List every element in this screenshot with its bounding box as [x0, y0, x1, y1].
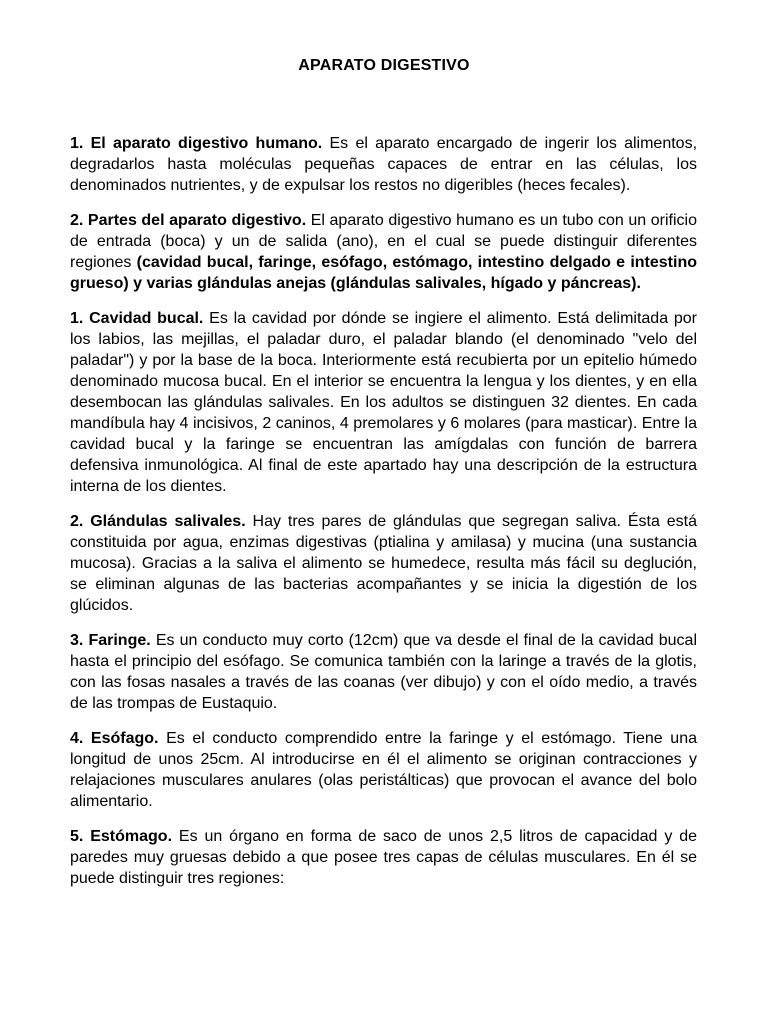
paragraph-text: Es un órgano en forma de saco de unos 2,5 litros de capacidad y de paredes muy gruesas debido a que posee tres capas de células musculares. En él se puede distinguir tres regiones:: [70, 828, 698, 887]
paragraph-heading: 1. Cavidad bucal.: [70, 310, 204, 327]
paragraph-text: Es el conducto comprendido entre la faringe y el estómago. Tiene una longitud de unos 25cm. Al introducirse en él el alimento se originan contracciones y relajaciones musculares anulares (olas peristálticas) que provocan el avance del bolo alimentario.: [70, 730, 697, 810]
paragraph-text: El aparato digestivo humano es un tubo con un orificio de entrada (boca) y un de salida (ano), en el cual se puede distinguir diferentes regiones: [70, 212, 698, 271]
paragraph-faringe: [70, 630, 697, 714]
paragraph-estomago: [70, 826, 697, 889]
paragraph-partes-aparato-digestivo: [70, 210, 697, 294]
paragraph-text: Hay tres pares de glándulas que segregan saliva. Ésta está constituida por agua, enzimas digestivas (ptialina y amilasa) y mucina (una sustancia mucosa). Gracias a la saliva el alimento se humedece, resulta más fácil su deglución, se eliminan algunas de las bacterias acompañantes y se inicia la digestión de los glúcidos.: [70, 513, 698, 614]
paragraph-glandulas-salivales: [70, 511, 697, 616]
paragraph-heading: 5. Estómago.: [70, 828, 173, 845]
paragraph-esofago: [70, 728, 697, 812]
paragraph-bold-tail: (cavidad bucal, faringe, esófago, estómago, intestino delgado e intestino grueso) y varias glándulas anejas (glándulas salivales, hígado y páncreas).: [70, 254, 697, 292]
document-body: [70, 133, 697, 903]
paragraph-heading: 1. El aparato digestivo humano.: [70, 135, 323, 152]
document-title: APARATO DIGESTIVO: [298, 57, 470, 74]
paragraph-text: Es un conducto muy corto (12cm) que va desde el final de la cavidad bucal hasta el principio del esófago. Se comunica también con la laringe a través de la glotis, con las fosas nasales a través de las coanas (ver dibujo) y con el oído medio, a través de las trompas de Eustaquio.: [70, 632, 697, 712]
paragraph-heading: 2. Partes del aparato digestivo.: [70, 212, 307, 229]
paragraph-text: Es la cavidad por dónde se ingiere el alimento. Está delimitada por los labios, las mejillas, el paladar duro, el paladar blando (el denominado "velo del paladar") y por la base de la boca. Interiormente está recubierta por un epitelio húmedo denominado mucosa bucal. En el interior se encuentra la lengua y los dientes, y en ella desembocan las glándulas salivales. En los adultos se distinguen 32 dientes. En cada mandíbula hay 4 incisivos, 2 caninos, 4 premolares y 6 molares (para masticar). Entre la cavidad bucal y la faringe se encuentran las amígdalas con función de barrera defensiva inmunológica. Al final de este apartado hay una descripción de la estructura interna de los dientes.: [70, 310, 698, 495]
paragraph-heading: 3. Faringe.: [70, 632, 151, 649]
paragraph-cavidad-bucal: [70, 308, 697, 497]
paragraph-text: Es el aparato encargado de ingerir los alimentos, degradarlos hasta moléculas pequeñas capaces de entrar en las células, los denominados nutrientes, y de expulsar los restos no digeribles (heces fecales).: [70, 135, 698, 194]
paragraph-heading: 4. Esófago.: [70, 730, 159, 747]
paragraph-aparato-digestivo-humano: [70, 133, 697, 196]
paragraph-heading: 2. Glándulas salivales.: [70, 513, 246, 530]
